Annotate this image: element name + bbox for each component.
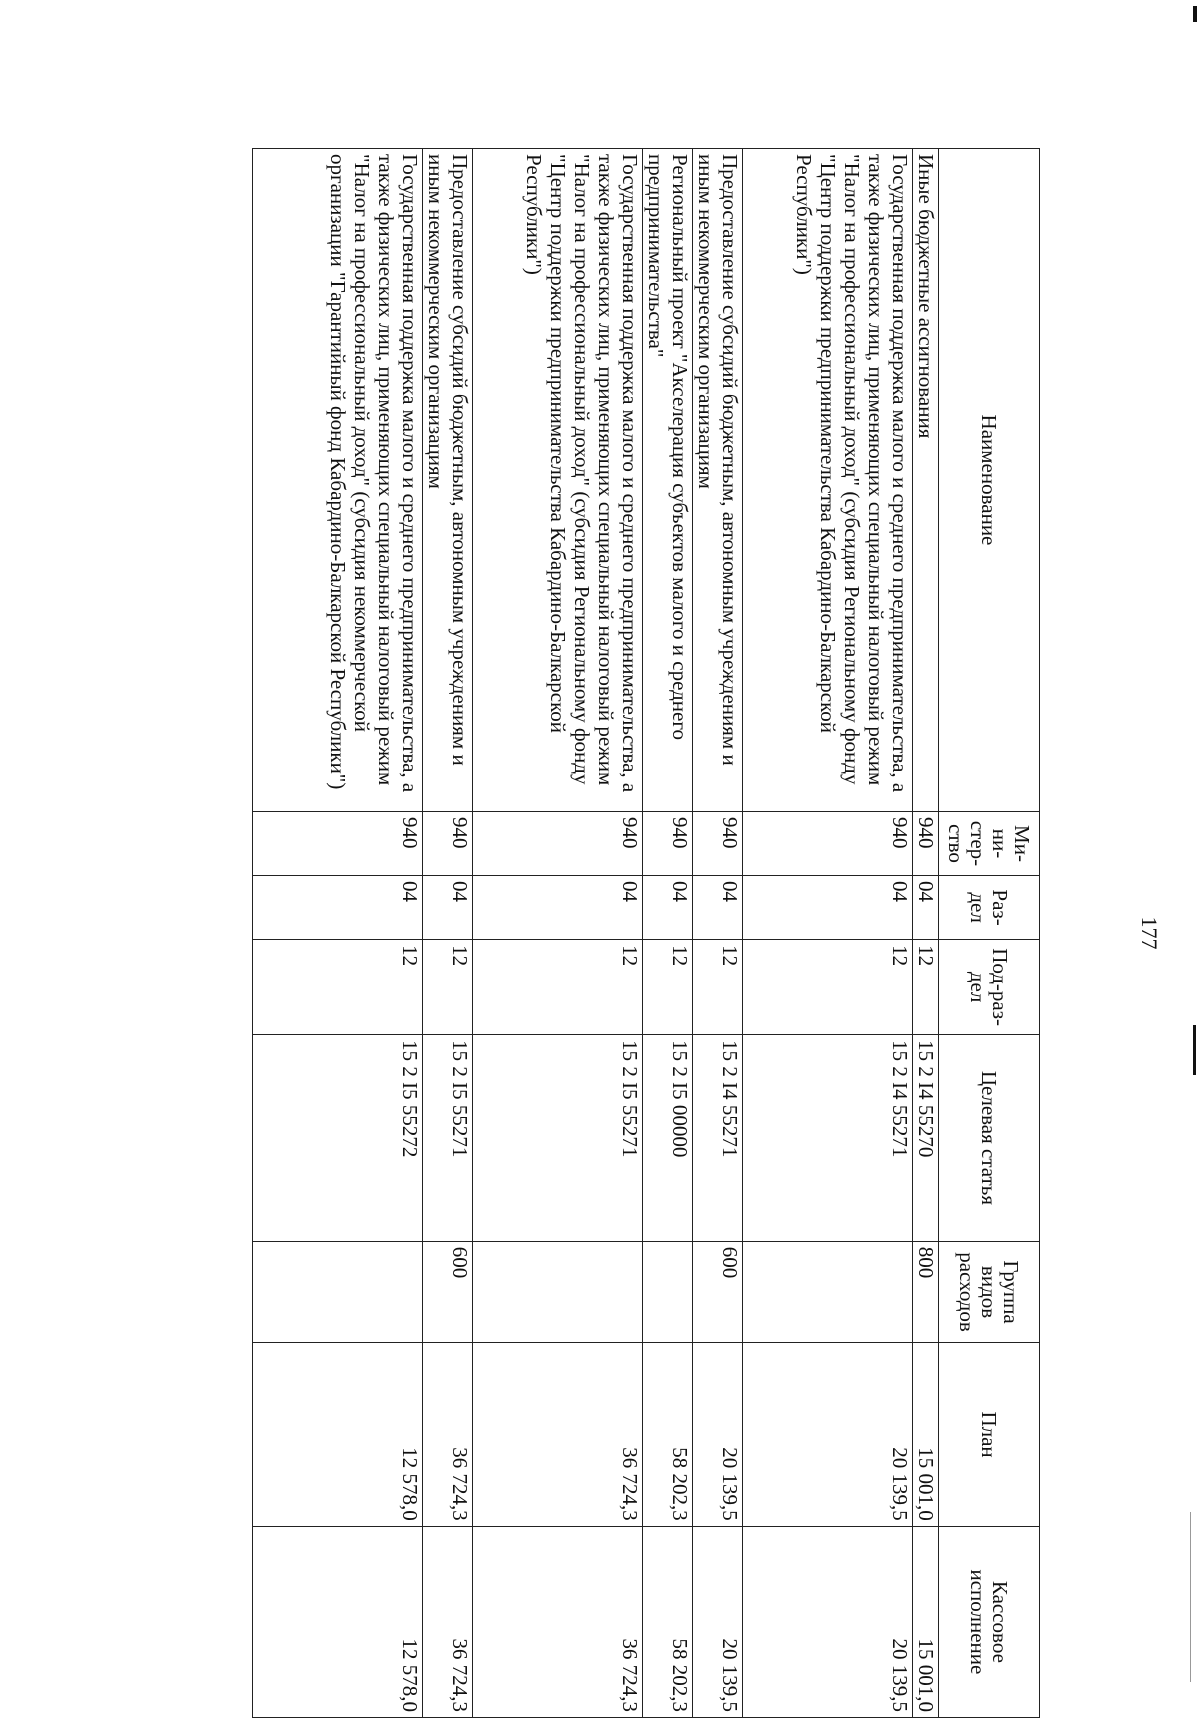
cell-ministry: 940 xyxy=(423,811,473,875)
cell-plan: 20 139,5 xyxy=(743,1343,913,1526)
cell-ministry: 940 xyxy=(743,811,913,875)
scan-edge-mark-bottom xyxy=(1190,1512,1191,1682)
table-row xyxy=(913,149,939,1718)
cell-section: 04 xyxy=(643,876,693,940)
cell-name: Предоставление субсидий бюджетным, автономным учреждениям и иным некоммерческим организациям xyxy=(423,149,473,812)
cell-group xyxy=(743,1241,913,1343)
table-row xyxy=(253,149,423,1718)
cell-group: 600 xyxy=(693,1241,743,1343)
table-row xyxy=(423,149,473,1718)
cell-subsection: 12 xyxy=(423,940,473,1035)
cell-cash: 36 724,3 xyxy=(423,1526,473,1717)
table-row xyxy=(473,149,643,1718)
cell-group: 600 xyxy=(423,1241,473,1343)
cell-ministry: 940 xyxy=(913,811,939,875)
cell-target: 15 2 I5 00000 xyxy=(643,1035,693,1242)
cell-subsection: 12 xyxy=(473,940,643,1035)
scan-edge-mark-top xyxy=(1193,6,1197,22)
cell-group xyxy=(643,1241,693,1343)
scan-edge-mark-middle xyxy=(1193,1025,1196,1075)
cell-target: 15 2 I5 55272 xyxy=(253,1035,423,1242)
header-section: Раз-дел xyxy=(939,876,1040,940)
page-number: 177 xyxy=(1137,916,1162,950)
cell-target: 15 2 I4 55271 xyxy=(693,1035,743,1242)
cell-subsection: 12 xyxy=(643,940,693,1035)
table-header-row xyxy=(939,149,1040,1718)
cell-section: 04 xyxy=(693,876,743,940)
cell-plan: 15 001,0 xyxy=(913,1343,939,1526)
cell-target: 15 2 I4 55271 xyxy=(743,1035,913,1242)
cell-section: 04 xyxy=(913,876,939,940)
cell-cash: 36 724,3 xyxy=(473,1526,643,1717)
cell-name: Иные бюджетные ассигнования xyxy=(913,149,939,812)
cell-section: 04 xyxy=(423,876,473,940)
header-plan: План xyxy=(939,1343,1040,1526)
cell-plan: 58 202,3 xyxy=(643,1343,693,1526)
cell-cash: 15 001,0 xyxy=(913,1526,939,1717)
cell-name: Государственная поддержка малого и среднего предпринимательства, а также физических лиц, применяющих специальный налоговый режим "Налог на профессиональный доход" (субсидия Региональному фонду "Центр поддержки предпринимательства Кабардино-Балкарской Республики") xyxy=(743,149,913,812)
header-cash: Кассовое исполнение xyxy=(939,1526,1040,1717)
cell-subsection: 12 xyxy=(743,940,913,1035)
cell-cash: 12 578,0 xyxy=(253,1526,423,1717)
budget-table xyxy=(252,148,1040,1718)
header-group: Группа видов расходов xyxy=(939,1241,1040,1343)
cell-cash: 20 139,5 xyxy=(743,1526,913,1717)
cell-name: Предоставление субсидий бюджетным, автономным учреждениям и иным некоммерческим организациям xyxy=(693,149,743,812)
cell-group: 800 xyxy=(913,1241,939,1343)
cell-plan: 36 724,3 xyxy=(473,1343,643,1526)
header-target: Целевая статья xyxy=(939,1035,1040,1242)
cell-target: 15 2 I5 55271 xyxy=(423,1035,473,1242)
cell-cash: 20 139,5 xyxy=(693,1526,743,1717)
cell-group xyxy=(473,1241,643,1343)
cell-plan: 20 139,5 xyxy=(693,1343,743,1526)
header-ministry: Ми-ни-стер-ство xyxy=(939,811,1040,875)
table-row xyxy=(743,149,913,1718)
cell-subsection: 12 xyxy=(693,940,743,1035)
cell-target: 15 2 I4 55270 xyxy=(913,1035,939,1242)
cell-name: Региональный проект "Акселерация субъектов малого и среднего предпринимательства" xyxy=(643,149,693,812)
cell-group xyxy=(253,1241,423,1343)
cell-ministry: 940 xyxy=(473,811,643,875)
cell-subsection: 12 xyxy=(253,940,423,1035)
cell-plan: 12 578,0 xyxy=(253,1343,423,1526)
cell-cash: 58 202,3 xyxy=(643,1526,693,1717)
cell-name: Государственная поддержка малого и среднего предпринимательства, а также физических лиц, применяющих специальный налоговый режим "Налог на профессиональный доход" (субсидия Региональному фонду "Центр поддержки предпринимательства Кабардино-Балкарской Республики") xyxy=(473,149,643,812)
cell-ministry: 940 xyxy=(643,811,693,875)
cell-section: 04 xyxy=(743,876,913,940)
table-row xyxy=(693,149,743,1718)
cell-target: 15 2 I5 55271 xyxy=(473,1035,643,1242)
cell-plan: 36 724,3 xyxy=(423,1343,473,1526)
header-name: Наименование xyxy=(939,149,1040,812)
cell-section: 04 xyxy=(253,876,423,940)
header-subsection: Под-раз-дел xyxy=(939,940,1040,1035)
cell-section: 04 xyxy=(473,876,643,940)
cell-name: Государственная поддержка малого и среднего предпринимательства, а также физических лиц, применяющих специальный налоговый режим "Налог на профессиональный доход" (субсидия некоммерческой организации "Гарантийный фонд Кабардино-Балкарской Республики") xyxy=(253,149,423,812)
document-page xyxy=(140,148,1162,1718)
table-row xyxy=(643,149,693,1718)
cell-subsection: 12 xyxy=(913,940,939,1035)
cell-ministry: 940 xyxy=(253,811,423,875)
cell-ministry: 940 xyxy=(693,811,743,875)
